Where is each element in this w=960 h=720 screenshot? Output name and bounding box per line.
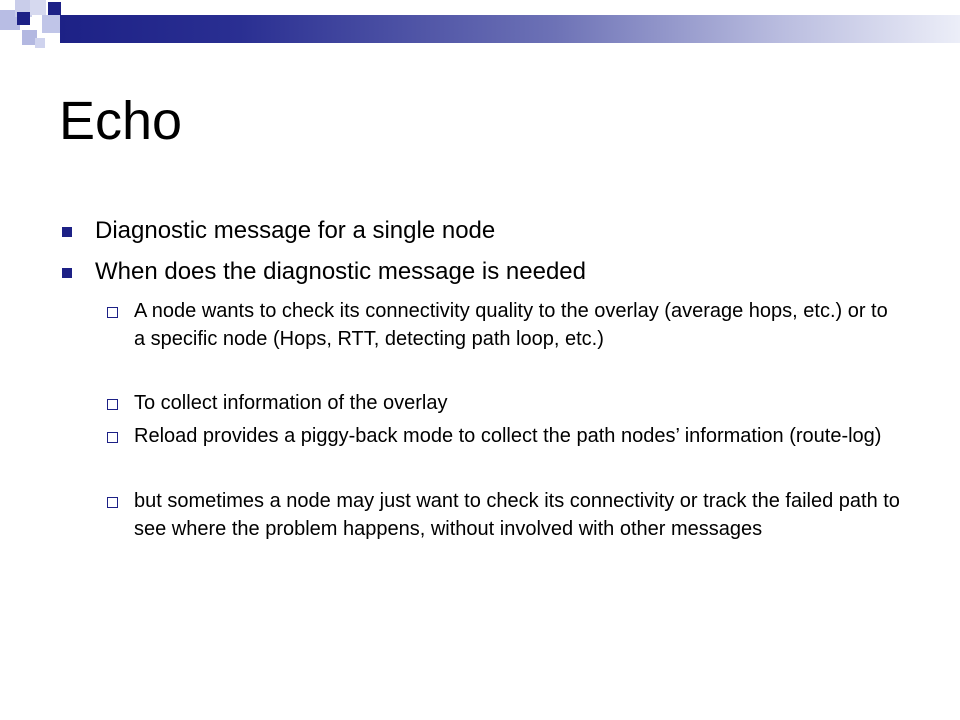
hollow-square-bullet-icon — [107, 432, 118, 443]
decor-square — [48, 2, 61, 15]
bullet-text: Diagnostic message for a single node — [95, 217, 496, 244]
decor-square — [42, 15, 60, 33]
bullet-text: When does the diagnostic message is needed — [95, 258, 586, 285]
sub-bullet-text: Reload provides a piggy-back mode to collect the path nodes’ information (route-log) — [134, 425, 882, 447]
sub-bullet-text: A node wants to check its connectivity quality to the overlay (average hops, etc.) or to a specific node (Hops, RTT, detecting path loop, etc.) — [134, 300, 888, 350]
slide-title: Echo — [59, 91, 183, 151]
hollow-square-bullet-icon — [107, 399, 118, 410]
sub-bullet-text: but sometimes a node may just want to check its connectivity or track the failed path to see where the problem happens, without involved with other messages — [134, 490, 900, 540]
header-gradient-band — [60, 15, 960, 43]
hollow-square-bullet-icon — [107, 497, 118, 508]
decor-square — [17, 12, 30, 25]
sub-bullet-text: To collect information of the overlay — [134, 392, 448, 414]
hollow-square-bullet-icon — [107, 307, 118, 318]
decor-square — [30, 0, 46, 15]
square-bullet-icon — [62, 227, 72, 237]
square-bullet-icon — [62, 268, 72, 278]
decor-square — [35, 38, 45, 48]
